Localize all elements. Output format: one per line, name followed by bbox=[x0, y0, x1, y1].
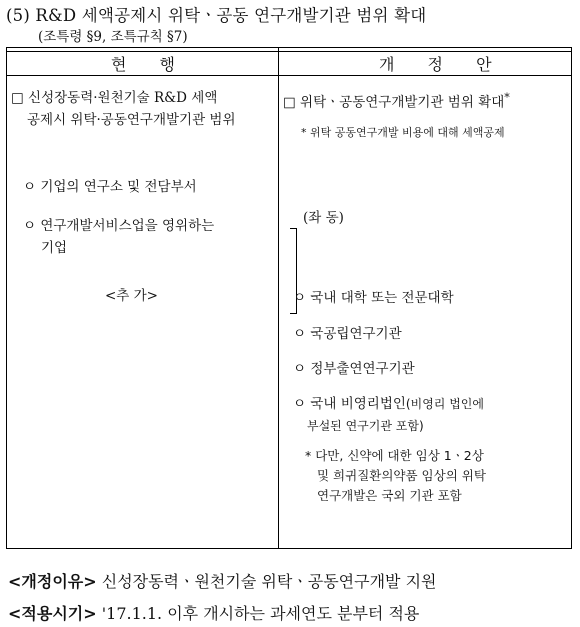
proposed-note: * 위탁 공동연구개발 비용에 대해 세액공제 bbox=[301, 126, 505, 139]
effective-label: <적용시기> bbox=[8, 604, 97, 623]
current-item-title-line1: □ 신성장동력·원천기술 R&D 세액 bbox=[11, 90, 218, 106]
column-divider bbox=[278, 48, 279, 548]
proposed-bullet-2: ㅇ 국공립연구기관 bbox=[293, 326, 402, 342]
current-bullet-1: ㅇ 기업의 연구소 및 전담부서 bbox=[23, 179, 197, 195]
reason-text: 신성장동력ㆍ원천기술 위탁ㆍ공동연구개발 지원 bbox=[101, 572, 437, 591]
proposed-footnote-line2: 및 희귀질환의약품 임상의 위탁 bbox=[317, 468, 486, 483]
proposed-same-as-left: (좌 동) bbox=[303, 210, 344, 226]
section-title: (5) R&D 세액공제시 위탁ㆍ공동 연구개발기관 범위 확대 bbox=[6, 6, 427, 25]
legal-reference: (조특령 §9, 조특규칙 §7) bbox=[38, 29, 188, 45]
table-header-row bbox=[7, 48, 571, 76]
effective-date bbox=[8, 601, 419, 624]
proposed-bullet-4-line2: 부설된 연구기관 포함) bbox=[307, 419, 424, 433]
proposed-bullet-4-paren: (비영리 법인에 bbox=[405, 397, 484, 411]
comparison-table bbox=[6, 47, 572, 549]
current-bullet-2-line2: 기업 bbox=[41, 240, 68, 256]
current-item-title-line2: 공제시 위탁·공동연구개발기관 범위 bbox=[27, 112, 236, 128]
current-bullet-2-line1: ㅇ 연구개발서비스업을 영위하는 bbox=[23, 218, 215, 234]
header-current: 현 행 bbox=[111, 55, 189, 74]
amendment-reason bbox=[8, 569, 436, 592]
effective-text: '17.1.1. 이후 개시하는 과세연도 분부터 적용 bbox=[101, 604, 420, 623]
proposed-bullet-3: ㅇ 정부출연연구기관 bbox=[293, 361, 415, 377]
current-added-placeholder: <추 가> bbox=[105, 288, 158, 304]
proposed-bullet-1: ㅇ 국내 대학 또는 전문대학 bbox=[293, 290, 454, 306]
proposed-footnote-line3: 연구개발은 국외 기관 포함 bbox=[317, 488, 462, 503]
proposed-footnote-line1: * 다만, 신약에 대한 임상 1ㆍ2상 bbox=[305, 448, 484, 463]
reason-label: <개정이유> bbox=[8, 572, 97, 591]
header-proposed: 개 정 안 bbox=[379, 55, 506, 74]
proposed-bullet-4-line1: ㅇ 국내 비영리법인 bbox=[293, 396, 406, 412]
proposed-item-title: □ 위탁ㆍ공동연구개발기관 범위 확대 bbox=[283, 94, 505, 111]
proposed-item-title-mark: * bbox=[504, 91, 510, 104]
